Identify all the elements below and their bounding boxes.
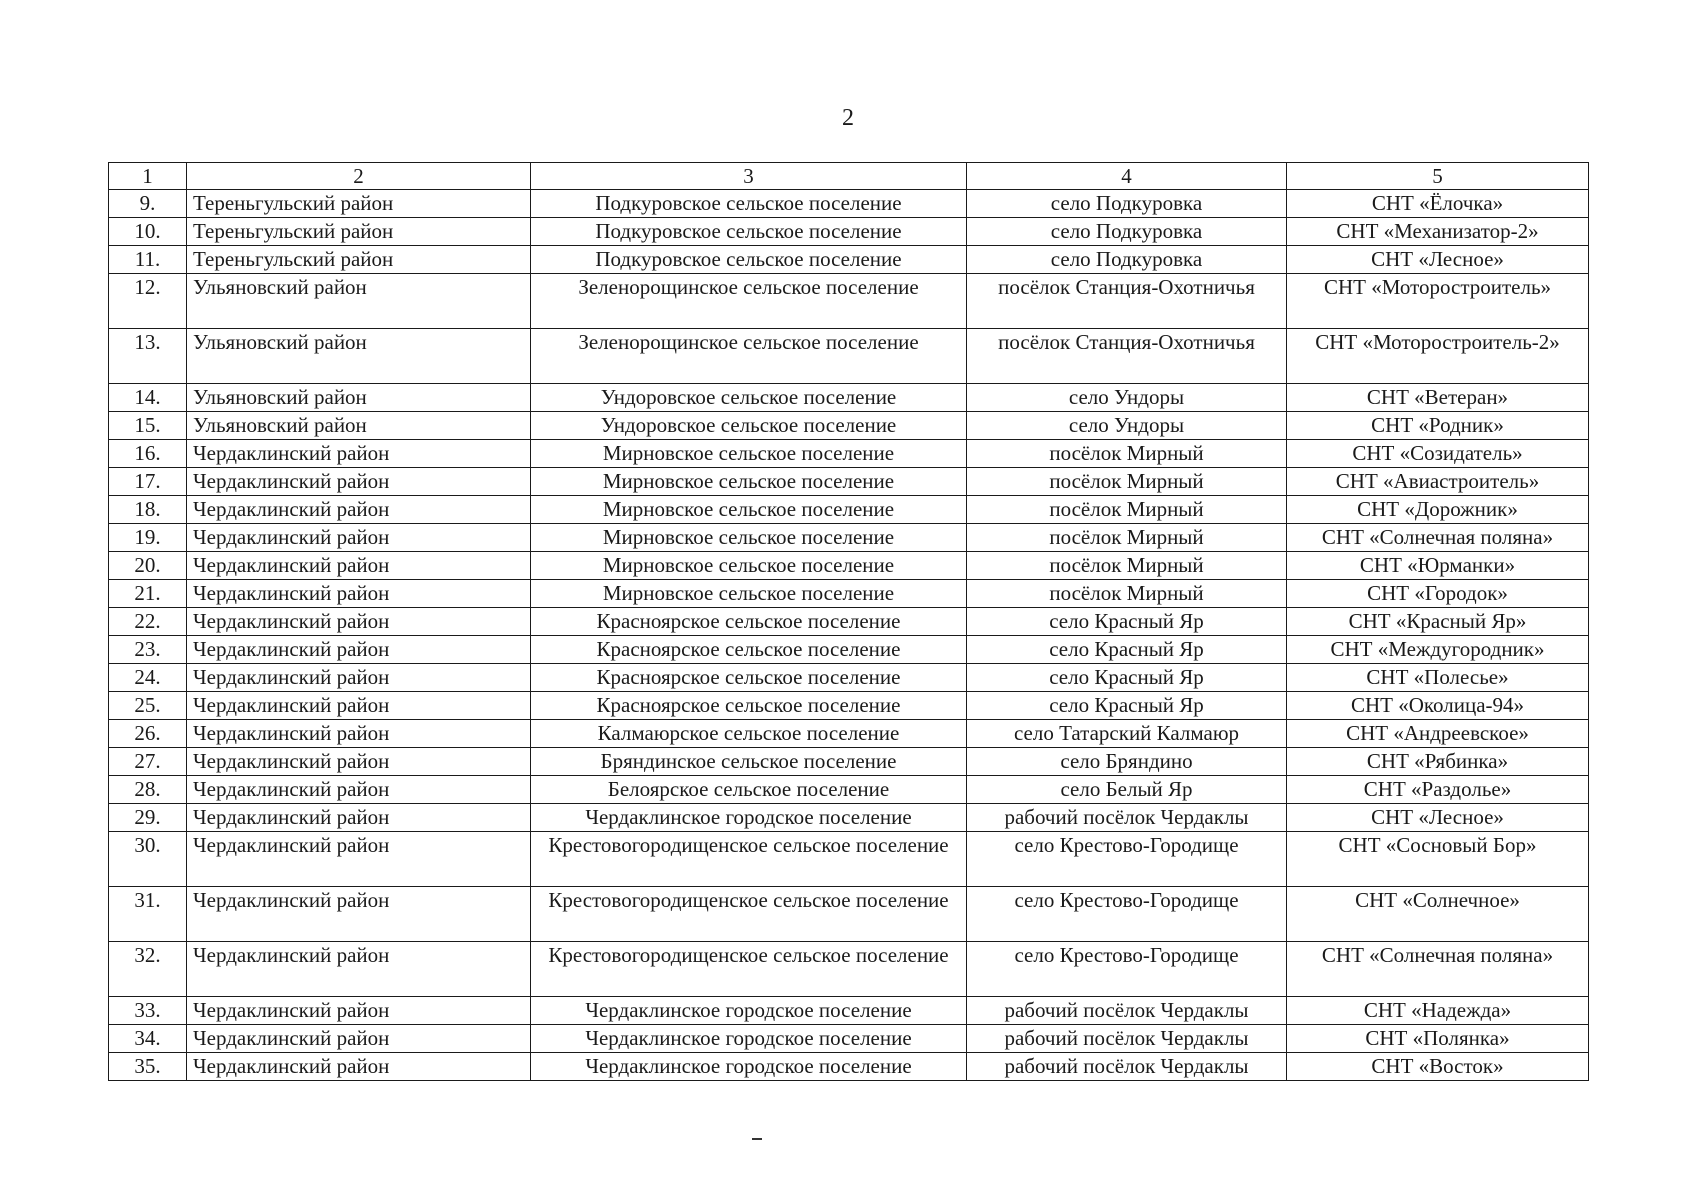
locality-cell: рабочий посёлок Чердаклы — [967, 804, 1287, 832]
locality-cell: село Подкуровка — [967, 218, 1287, 246]
district-cell: Чердаклинский район — [187, 942, 531, 997]
row-number: 18. — [109, 496, 187, 524]
snt-name-cell: СНТ «Моторостроитель» — [1287, 274, 1589, 329]
snt-register-table — [108, 162, 1589, 1081]
locality-cell: посёлок Мирный — [967, 440, 1287, 468]
row-number: 19. — [109, 524, 187, 552]
table-row — [109, 440, 1589, 468]
row-number: 13. — [109, 329, 187, 384]
settlement-cell: Подкуровское сельское поселение — [531, 190, 967, 218]
row-number: 12. — [109, 274, 187, 329]
row-number: 21. — [109, 580, 187, 608]
locality-cell: село Красный Яр — [967, 664, 1287, 692]
settlement-cell: Калмаюрское сельское поселение — [531, 720, 967, 748]
district-cell: Тереньгульский район — [187, 218, 531, 246]
snt-name-cell: СНТ «Лесное» — [1287, 804, 1589, 832]
locality-cell: село Белый Яр — [967, 776, 1287, 804]
table-row — [109, 664, 1589, 692]
district-cell: Ульяновский район — [187, 384, 531, 412]
row-number: 9. — [109, 190, 187, 218]
snt-name-cell: СНТ «Солнечное» — [1287, 887, 1589, 942]
snt-name-cell: СНТ «Дорожник» — [1287, 496, 1589, 524]
snt-name-cell: СНТ «Надежда» — [1287, 997, 1589, 1025]
snt-name-cell: СНТ «Ветеран» — [1287, 384, 1589, 412]
locality-cell: посёлок Мирный — [967, 580, 1287, 608]
locality-cell: село Красный Яр — [967, 692, 1287, 720]
snt-name-cell: СНТ «Раздолье» — [1287, 776, 1589, 804]
table-row — [109, 720, 1589, 748]
table-row — [109, 692, 1589, 720]
snt-name-cell: СНТ «Солнечная поляна» — [1287, 524, 1589, 552]
table-row — [109, 552, 1589, 580]
locality-cell: рабочий посёлок Чердаклы — [967, 997, 1287, 1025]
row-number: 31. — [109, 887, 187, 942]
locality-cell: рабочий посёлок Чердаклы — [967, 1053, 1287, 1081]
locality-cell: село Красный Яр — [967, 636, 1287, 664]
locality-cell: рабочий посёлок Чердаклы — [967, 1025, 1287, 1053]
row-number: 24. — [109, 664, 187, 692]
settlement-cell: Мирновское сельское поселение — [531, 440, 967, 468]
snt-name-cell: СНТ «Междугородник» — [1287, 636, 1589, 664]
table-row — [109, 412, 1589, 440]
settlement-cell: Крестовогородищенское сельское поселение — [531, 887, 967, 942]
district-cell: Чердаклинский район — [187, 997, 531, 1025]
settlement-cell: Крестовогородищенское сельское поселение — [531, 832, 967, 887]
table-row — [109, 524, 1589, 552]
settlement-cell: Красноярское сельское поселение — [531, 608, 967, 636]
table-row — [109, 190, 1589, 218]
table-row — [109, 997, 1589, 1025]
table-row — [109, 468, 1589, 496]
district-cell: Чердаклинский район — [187, 887, 531, 942]
row-number: 20. — [109, 552, 187, 580]
district-cell: Тереньгульский район — [187, 190, 531, 218]
snt-name-cell: СНТ «Полянка» — [1287, 1025, 1589, 1053]
row-number: 30. — [109, 832, 187, 887]
district-cell: Чердаклинский район — [187, 440, 531, 468]
table-row — [109, 748, 1589, 776]
locality-cell: село Бряндино — [967, 748, 1287, 776]
locality-cell: посёлок Мирный — [967, 552, 1287, 580]
table-row — [109, 218, 1589, 246]
locality-cell: село Ундоры — [967, 412, 1287, 440]
district-cell: Чердаклинский район — [187, 636, 531, 664]
snt-name-cell: СНТ «Полесье» — [1287, 664, 1589, 692]
snt-name-cell: СНТ «Лесное» — [1287, 246, 1589, 274]
table-row — [109, 274, 1589, 329]
locality-cell: село Крестово-Городище — [967, 942, 1287, 997]
district-cell: Чердаклинский район — [187, 552, 531, 580]
table-row — [109, 887, 1589, 942]
district-cell: Чердаклинский район — [187, 748, 531, 776]
settlement-cell: Зеленорощинское сельское поселение — [531, 329, 967, 384]
locality-cell: село Крестово-Городище — [967, 832, 1287, 887]
settlement-cell: Мирновское сельское поселение — [531, 580, 967, 608]
snt-name-cell: СНТ «Красный Яр» — [1287, 608, 1589, 636]
table-row — [109, 329, 1589, 384]
locality-cell: село Подкуровка — [967, 190, 1287, 218]
district-cell: Чердаклинский район — [187, 832, 531, 887]
snt-name-cell: СНТ «Механизатор-2» — [1287, 218, 1589, 246]
district-cell: Чердаклинский район — [187, 776, 531, 804]
snt-name-cell: СНТ «Ёлочка» — [1287, 190, 1589, 218]
table-row — [109, 832, 1589, 887]
settlement-cell: Мирновское сельское поселение — [531, 552, 967, 580]
district-cell: Чердаклинский район — [187, 580, 531, 608]
row-number: 22. — [109, 608, 187, 636]
row-number: 32. — [109, 942, 187, 997]
footer-dash — [752, 1138, 762, 1140]
snt-name-cell: СНТ «Солнечная поляна» — [1287, 942, 1589, 997]
locality-cell: посёлок Станция-Охотничья — [967, 274, 1287, 329]
snt-name-cell: СНТ «Андреевское» — [1287, 720, 1589, 748]
row-number: 33. — [109, 997, 187, 1025]
table-row — [109, 636, 1589, 664]
table-row — [109, 246, 1589, 274]
locality-cell: село Ундоры — [967, 384, 1287, 412]
district-cell: Чердаклинский район — [187, 468, 531, 496]
district-cell: Чердаклинский район — [187, 1025, 531, 1053]
district-cell: Чердаклинский район — [187, 692, 531, 720]
district-cell: Чердаклинский район — [187, 1053, 531, 1081]
settlement-cell: Красноярское сельское поселение — [531, 692, 967, 720]
row-number: 26. — [109, 720, 187, 748]
settlement-cell: Подкуровское сельское поселение — [531, 218, 967, 246]
column-number-row — [109, 163, 1589, 190]
page-number: 2 — [842, 105, 854, 131]
column-number-1: 1 — [109, 163, 187, 190]
district-cell: Чердаклинский район — [187, 608, 531, 636]
locality-cell: посёлок Мирный — [967, 496, 1287, 524]
settlement-cell: Чердаклинское городское поселение — [531, 997, 967, 1025]
column-number-4: 4 — [967, 163, 1287, 190]
settlement-cell: Крестовогородищенское сельское поселение — [531, 942, 967, 997]
district-cell: Чердаклинский район — [187, 804, 531, 832]
locality-cell: село Татарский Калмаюр — [967, 720, 1287, 748]
district-cell: Ульяновский район — [187, 412, 531, 440]
row-number: 15. — [109, 412, 187, 440]
row-number: 14. — [109, 384, 187, 412]
district-cell: Чердаклинский район — [187, 496, 531, 524]
locality-cell: село Подкуровка — [967, 246, 1287, 274]
settlement-cell: Красноярское сельское поселение — [531, 636, 967, 664]
row-number: 17. — [109, 468, 187, 496]
locality-cell: посёлок Мирный — [967, 468, 1287, 496]
settlement-cell: Чердаклинское городское поселение — [531, 804, 967, 832]
column-number-2: 2 — [187, 163, 531, 190]
row-number: 29. — [109, 804, 187, 832]
district-cell: Чердаклинский район — [187, 664, 531, 692]
district-cell: Ульяновский район — [187, 329, 531, 384]
settlement-cell: Ундоровское сельское поселение — [531, 384, 967, 412]
table-row — [109, 384, 1589, 412]
snt-name-cell: СНТ «Юрманки» — [1287, 552, 1589, 580]
table-row — [109, 776, 1589, 804]
row-number: 28. — [109, 776, 187, 804]
table-row — [109, 608, 1589, 636]
district-cell: Ульяновский район — [187, 274, 531, 329]
settlement-cell: Красноярское сельское поселение — [531, 664, 967, 692]
settlement-cell: Ундоровское сельское поселение — [531, 412, 967, 440]
row-number: 25. — [109, 692, 187, 720]
snt-name-cell: СНТ «Сосновый Бор» — [1287, 832, 1589, 887]
settlement-cell: Чердаклинское городское поселение — [531, 1025, 967, 1053]
column-number-3: 3 — [531, 163, 967, 190]
snt-name-cell: СНТ «Моторостроитель-2» — [1287, 329, 1589, 384]
snt-name-cell: СНТ «Восток» — [1287, 1053, 1589, 1081]
row-number: 11. — [109, 246, 187, 274]
row-number: 27. — [109, 748, 187, 776]
settlement-cell: Зеленорощинское сельское поселение — [531, 274, 967, 329]
settlement-cell: Мирновское сельское поселение — [531, 524, 967, 552]
table-row — [109, 1053, 1589, 1081]
settlement-cell: Бряндинское сельское поселение — [531, 748, 967, 776]
table-row — [109, 804, 1589, 832]
settlement-cell: Белоярское сельское поселение — [531, 776, 967, 804]
snt-name-cell: СНТ «Родник» — [1287, 412, 1589, 440]
row-number: 34. — [109, 1025, 187, 1053]
snt-name-cell: СНТ «Рябинка» — [1287, 748, 1589, 776]
locality-cell: село Красный Яр — [967, 608, 1287, 636]
table-row — [109, 496, 1589, 524]
table-row — [109, 1025, 1589, 1053]
column-number-5: 5 — [1287, 163, 1589, 190]
row-number: 35. — [109, 1053, 187, 1081]
snt-name-cell: СНТ «Городок» — [1287, 580, 1589, 608]
settlement-cell: Подкуровское сельское поселение — [531, 246, 967, 274]
row-number: 16. — [109, 440, 187, 468]
snt-name-cell: СНТ «Авиастроитель» — [1287, 468, 1589, 496]
snt-name-cell: СНТ «Околица-94» — [1287, 692, 1589, 720]
settlement-cell: Мирновское сельское поселение — [531, 496, 967, 524]
settlement-cell: Мирновское сельское поселение — [531, 468, 967, 496]
row-number: 10. — [109, 218, 187, 246]
row-number: 23. — [109, 636, 187, 664]
district-cell: Чердаклинский район — [187, 720, 531, 748]
table-body — [109, 163, 1589, 1081]
district-cell: Тереньгульский район — [187, 246, 531, 274]
snt-name-cell: СНТ «Созидатель» — [1287, 440, 1589, 468]
locality-cell: село Крестово-Городище — [967, 887, 1287, 942]
locality-cell: посёлок Мирный — [967, 524, 1287, 552]
table-row — [109, 580, 1589, 608]
settlement-cell: Чердаклинское городское поселение — [531, 1053, 967, 1081]
table-row — [109, 942, 1589, 997]
district-cell: Чердаклинский район — [187, 524, 531, 552]
locality-cell: посёлок Станция-Охотничья — [967, 329, 1287, 384]
